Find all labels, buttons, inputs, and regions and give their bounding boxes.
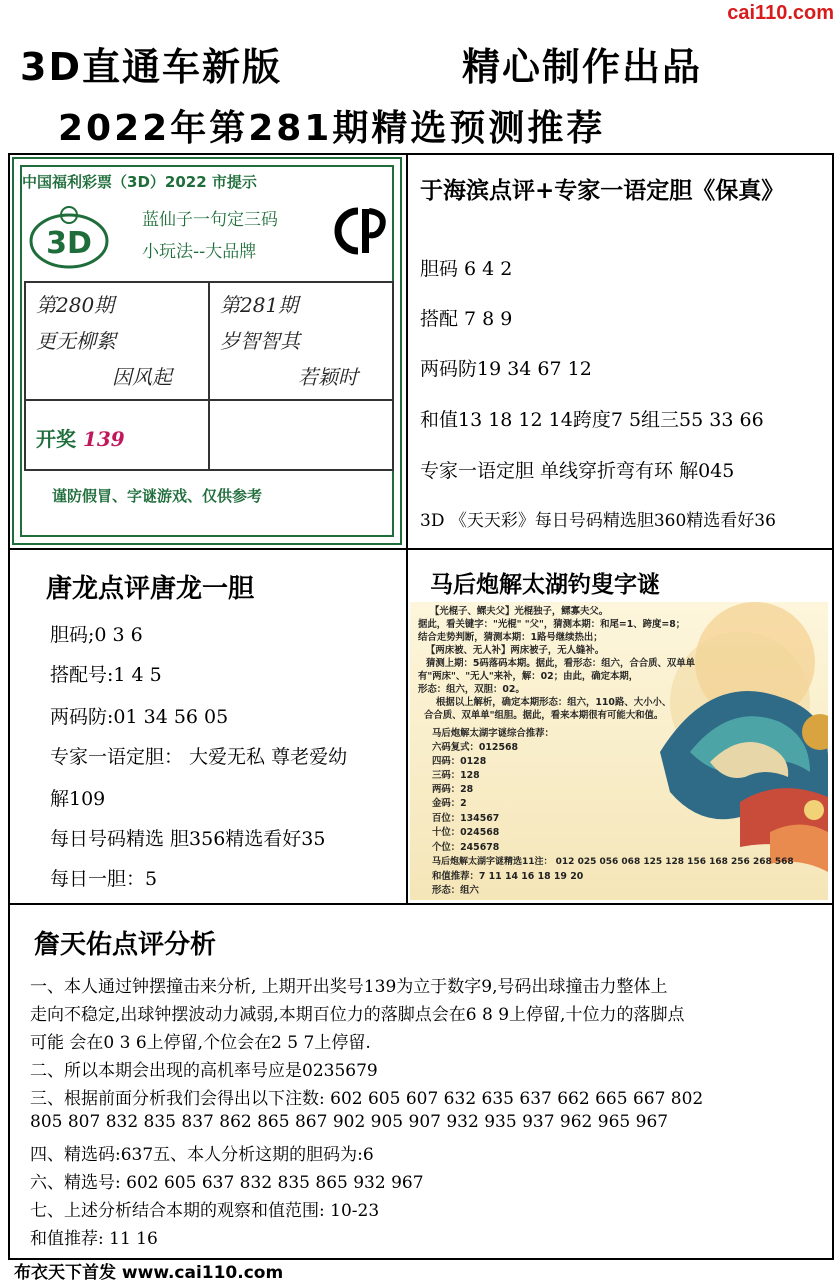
prev-riddle-line1: 更无柳絮	[36, 329, 116, 353]
analysis-line: 走向不稳定,出球钟摆波动力减弱,本期百位力的落脚点会在6 8 9上停留,十位力的落脚点	[30, 1005, 685, 1025]
art-text-line: 金码：2	[432, 798, 467, 809]
cur-issue: 第281期	[220, 293, 299, 317]
analysis-line: 四、精选码:637五、本人分析这期的胆码为:6	[30, 1145, 374, 1165]
art-text-line: 【光棍子、鳏夫父】光棍独子，鳏寡夫父。	[430, 606, 609, 617]
divider	[8, 903, 834, 905]
divider	[406, 153, 408, 903]
art-text-line: 四码：0128	[432, 756, 487, 767]
right-top-line: 和值13 18 12 14跨度7 5组三55 33 66	[420, 409, 764, 431]
art-text-line: 十位：024568	[432, 827, 500, 838]
right-top-line: 搭配 7 8 9	[420, 308, 513, 330]
draw-label: 开奖 139	[36, 427, 125, 451]
draw-value: 139	[82, 427, 125, 451]
card-footer: 谨防假冒、字谜游戏、仅供参考	[52, 487, 263, 505]
right-top-line: 专家一语定胆 单线穿折弯有环 解045	[420, 460, 735, 482]
divider	[8, 548, 834, 550]
analysis-line: 可能 会在0 3 6上停留,个位会在2 5 7上停留.	[30, 1033, 371, 1053]
art-text-line: 猜测上期：5码落码本期。据此，看形态：组六，合合质、双单单	[426, 658, 696, 669]
header-left: 3D直通车新版	[20, 45, 282, 89]
card-subtitle-2: 小玩法--大品牌	[142, 242, 257, 262]
left-mid-line: 每日号码精选 胆356精选看好35	[50, 828, 326, 850]
art-text-line: 根据以上解析，确定本期形态：组六，110路、大小小、	[436, 697, 672, 708]
art-text-line: 形态：组六	[432, 885, 479, 896]
right-top-title: 于海滨点评+专家一语定胆《保真》	[420, 177, 785, 204]
riddle-grid	[24, 281, 394, 471]
right-top-line: 3D 《天天彩》每日号码精选胆360精选看好36	[420, 511, 776, 531]
analysis-line: 六、精选号: 602 605 637 832 835 865 932 967	[30, 1173, 424, 1193]
3d-logo-text: 3D	[46, 226, 92, 261]
analysis-line: 和值推荐: 11 16	[30, 1229, 158, 1249]
art-text-line: 马后炮解太湖字谜综合推荐：	[432, 728, 554, 739]
page-title: 2022年第281期精选预测推荐	[58, 108, 606, 149]
analysis-line: 三、根据前面分析我们会得出以下注数: 602 605 607 632 635 637 662 665 667 802	[30, 1089, 704, 1109]
art-text-line: 合合质、双单单"组胆。据此，看来本期很有可能大和值。	[424, 710, 664, 721]
left-mid-line: 解109	[50, 788, 106, 810]
art-text-line: 个位：245678	[432, 842, 500, 853]
art-text-line: 三码：128	[432, 770, 480, 781]
card-top-text: 中国福利彩票（3D）2022 市提示	[22, 173, 257, 191]
footer-text[interactable]: 布衣天下首发 www.cai110.com	[14, 1263, 284, 1283]
cur-riddle-line1: 岁智智其	[220, 329, 300, 353]
card-subtitle-1: 蓝仙子一句定三码	[142, 210, 278, 230]
analysis-line: 二、所以本期会出现的高机率号应是0235679	[30, 1061, 378, 1081]
site-logo[interactable]: cai110.com	[727, 2, 834, 24]
art-text-line: 结合走势判断，猜测本期：1路号继续热出；	[418, 632, 603, 643]
left-mid-title: 唐龙点评唐龙一胆	[46, 574, 255, 604]
left-mid-line: 胆码;0 3 6	[50, 624, 143, 646]
art-text-line: 和值推荐：7 11 14 16 18 19 20	[432, 871, 584, 882]
art-text-line: 形态：组六，双胆：02。	[418, 684, 525, 695]
art-text-line: 两码：28	[432, 784, 474, 795]
welfare-lottery-icon	[332, 203, 388, 259]
left-mid-line: 专家一语定胆： 大爱无私 尊老爱幼	[50, 746, 348, 768]
lottery-card	[12, 157, 402, 545]
right-mid-title: 马后炮解太湖钓叟字谜	[430, 571, 660, 598]
art-text-line: 有"两床"、"无人"来补，解：02；由此，确定本期，	[418, 671, 639, 682]
bottom-title: 詹天佑点评分析	[34, 930, 217, 960]
right-top-line: 胆码 6 4 2	[420, 258, 513, 280]
analysis-line: 七、上述分析结合本期的观察和值范围: 10-23	[30, 1201, 380, 1221]
prev-riddle-line2: 因风起	[112, 365, 172, 389]
left-mid-line: 两码防:01 34 56 05	[50, 706, 229, 728]
art-text-line: 百位：134567	[432, 813, 500, 824]
prev-issue: 第280期	[36, 293, 115, 317]
art-text-line: 【两床被、无人补】两床被子，无人缝补。	[426, 645, 605, 656]
right-top-line: 两码防19 34 67 12	[420, 358, 592, 380]
analysis-line: 805 807 832 835 837 862 865 867 902 905 907 932 935 937 962 965 967	[30, 1112, 669, 1132]
analysis-line: 一、本人通过钟摆撞击来分析, 上期开出奖号139为立于数字9,号码出球撞击力整体上	[30, 977, 668, 997]
left-mid-line: 搭配号:1 4 5	[50, 664, 162, 686]
header-right: 精心制作出品	[462, 45, 703, 89]
cur-riddle-line2: 若颖时	[298, 365, 358, 389]
left-mid-line: 每日一胆：5	[50, 868, 158, 890]
art-text-line: 马后炮解太湖字谜精选11注： 012 025 056 068 125 128 156 168 256 268 568	[432, 857, 794, 867]
3d-logo-icon	[28, 201, 110, 271]
riddle-art-panel	[410, 602, 828, 900]
art-text-line: 六码复式：012568	[432, 742, 519, 753]
art-text-line: 据此，看关键字："光棍" "父"，猜测本期：和尾=1、跨度=8；	[418, 619, 686, 630]
